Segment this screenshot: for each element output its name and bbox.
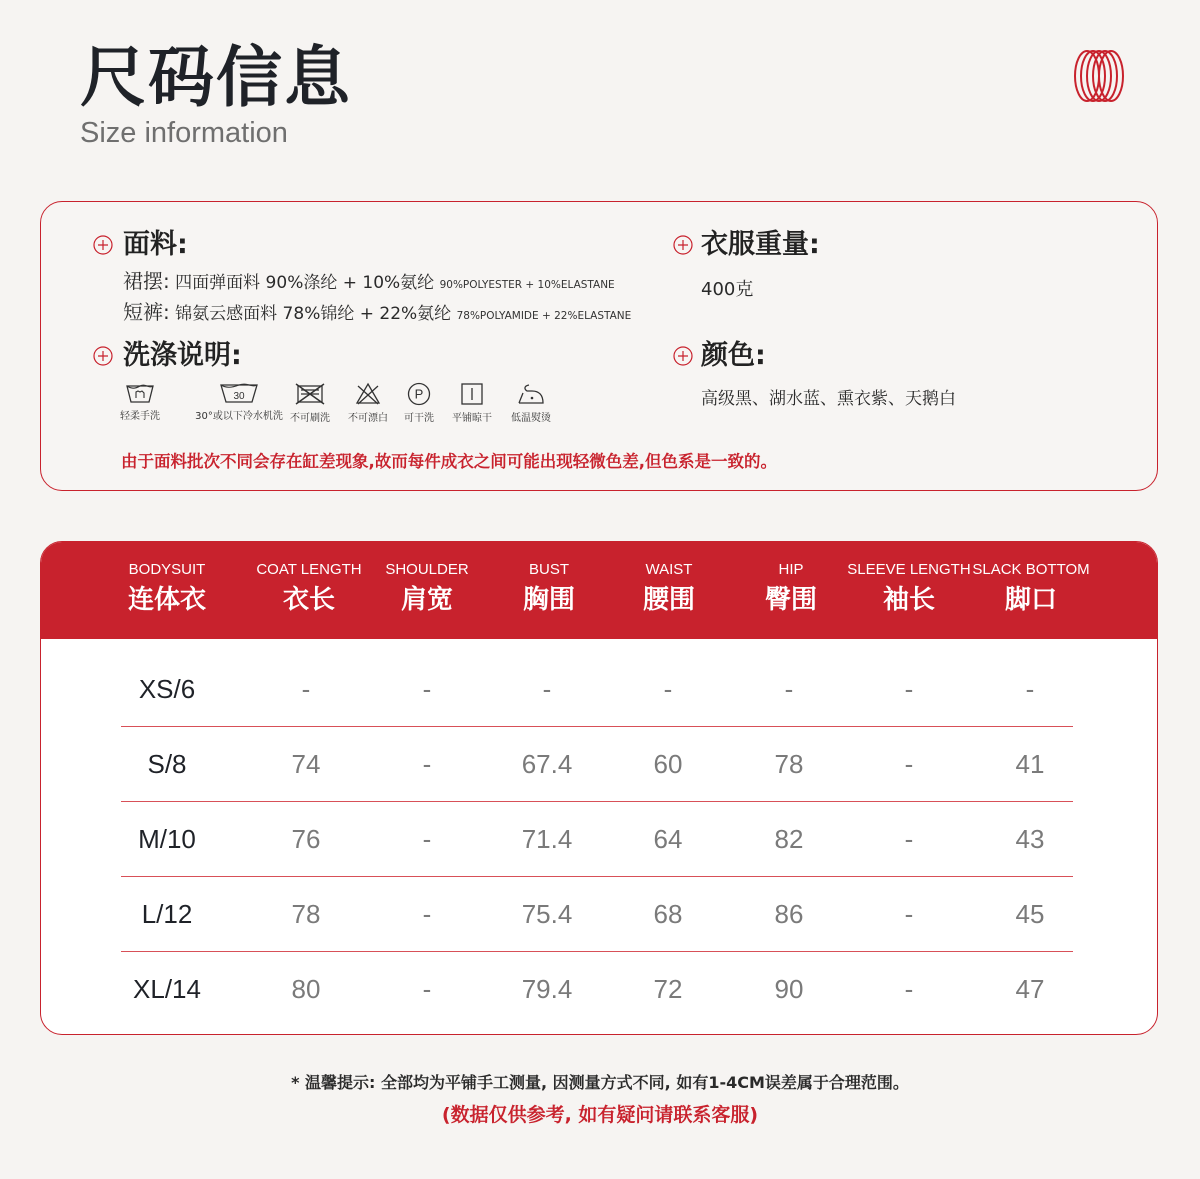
table-cell: - <box>422 974 432 1004</box>
table-cell: - <box>542 674 552 704</box>
washing-title: 洗涤说明: <box>123 340 242 371</box>
dry-clean-p-icon <box>406 382 432 406</box>
product-info-card <box>40 201 1158 491</box>
column-header: SHOULDER 肩宽 <box>385 561 469 615</box>
plus-circle-icon <box>93 346 113 366</box>
table-row <box>121 877 1073 952</box>
svg-text:P: P <box>414 386 424 402</box>
table-cell: 75.4 <box>521 899 573 929</box>
shorts-small: 78%POLYAMIDE + 22%ELASTANE <box>456 310 632 322</box>
weight-title: 衣服重量: <box>701 229 820 260</box>
column-header: BODYSUIT 连体衣 <box>127 561 206 615</box>
size-label: XL/14 <box>133 974 201 1004</box>
table-cell: 72 <box>653 974 683 1004</box>
reference-note: (数据仅供参考, 如有疑问请联系客服) <box>441 1104 759 1126</box>
fabric-title: 面料: <box>123 229 188 260</box>
size-label: S/8 <box>147 749 187 779</box>
table-cell: 60 <box>653 749 683 779</box>
no-bleach-icon <box>354 382 382 406</box>
table-cell: 80 <box>291 974 321 1004</box>
table-cell: 45 <box>1015 899 1045 929</box>
table-cell: 68 <box>653 899 683 929</box>
table-cell: 86 <box>774 899 804 929</box>
table-cell: - <box>784 674 794 704</box>
table-cell: - <box>422 749 432 779</box>
table-cell: - <box>904 899 914 929</box>
table-cell: - <box>422 674 432 704</box>
table-cell: 78 <box>291 899 321 929</box>
size-label: XS/6 <box>138 674 196 704</box>
measurement-tip: * 温馨提示: 全部均为平铺手工测量, 因测量方式不同, 如有1-4CM误差属于合理范围。 <box>291 1073 909 1092</box>
table-cell: - <box>904 824 914 854</box>
table-cell: 78 <box>774 749 804 779</box>
table-header <box>41 542 1157 639</box>
skirt-small: 90%POLYESTER + 10%ELASTANE <box>439 279 615 291</box>
table-row <box>121 802 1073 877</box>
care-flat-dry: 平铺晾干 <box>437 382 507 424</box>
table-cell: - <box>904 674 914 704</box>
table-row <box>121 652 1073 727</box>
weight-value: 400克 <box>701 279 754 300</box>
plus-circle-icon <box>673 346 693 366</box>
table-cell: - <box>301 674 311 704</box>
skirt-label: 裙摆: <box>123 269 170 293</box>
machine-wash-30-icon <box>219 382 259 404</box>
table-cell: - <box>422 824 432 854</box>
column-header: HIP 臀围 <box>764 561 817 615</box>
size-label: M/10 <box>138 824 196 854</box>
page-title: 尺码信息 <box>80 39 352 116</box>
table-cell: - <box>422 899 432 929</box>
table-row <box>121 952 1073 1027</box>
column-header: SLEEVE LENGTH 袖长 <box>847 561 971 615</box>
rings-logo-icon <box>1070 48 1126 104</box>
column-header: BUST 胸围 <box>522 561 575 615</box>
table-cell: 43 <box>1015 824 1045 854</box>
no-brush-icon <box>293 382 327 406</box>
column-header: SLACK BOTTOM 脚口 <box>972 561 1090 615</box>
shorts-label: 短裤: <box>123 300 170 324</box>
shorts-text: 锦氨云感面料 78%锦纶 + 22%氨纶 <box>175 304 457 324</box>
size-table <box>40 541 1158 1035</box>
size-label: L/12 <box>141 899 193 929</box>
care-machine-wash: 30 30°或以下冷水机洗 <box>189 382 289 422</box>
table-cell: 47 <box>1015 974 1045 1004</box>
care-low-iron: 低温熨烫 <box>496 382 566 424</box>
fabric-shorts-line <box>123 301 631 327</box>
table-cell: - <box>904 974 914 1004</box>
table-cell: 67.4 <box>521 749 573 779</box>
column-header: COAT LENGTH 衣长 <box>256 561 362 615</box>
fabric-skirt-line <box>123 270 615 296</box>
column-header: WAIST 腰围 <box>642 561 695 615</box>
table-cell: 79.4 <box>521 974 573 1004</box>
care-hand-wash: 轻柔手洗 <box>105 382 175 422</box>
colors-value: 高级黑、湖水蓝、熏衣紫、天鹅白 <box>701 389 956 409</box>
page-subtitle: Size information <box>80 117 288 149</box>
flat-dry-icon <box>460 382 484 406</box>
care-no-bleach: 不可漂白 <box>333 382 403 424</box>
plus-circle-icon <box>673 235 693 255</box>
plus-circle-icon <box>93 235 113 255</box>
svg-text:30: 30 <box>233 391 245 402</box>
table-cell: 74 <box>291 749 321 779</box>
color-difference-warning: 由于面料批次不同会存在缸差现象,故而每件成衣之间可能出现轻微色差,但色系是一致的。 <box>121 452 778 471</box>
table-cell: 41 <box>1015 749 1045 779</box>
skirt-text: 四面弹面料 90%涤纶 + 10%氨纶 <box>175 273 440 293</box>
table-cell: - <box>663 674 673 704</box>
table-cell: 64 <box>653 824 683 854</box>
table-cell: - <box>904 749 914 779</box>
hand-wash-icon <box>125 382 155 404</box>
colors-title: 颜色: <box>701 340 766 371</box>
table-cell: 90 <box>774 974 804 1004</box>
table-cell: 71.4 <box>521 824 573 854</box>
table-cell: 76 <box>291 824 321 854</box>
care-no-brush: 不可刷洗 <box>275 382 345 424</box>
table-row <box>121 727 1073 802</box>
care-dry-clean: P 可干洗 <box>384 382 454 424</box>
table-cell: - <box>1025 674 1035 704</box>
table-cell: 82 <box>774 824 804 854</box>
low-iron-icon <box>516 382 546 406</box>
